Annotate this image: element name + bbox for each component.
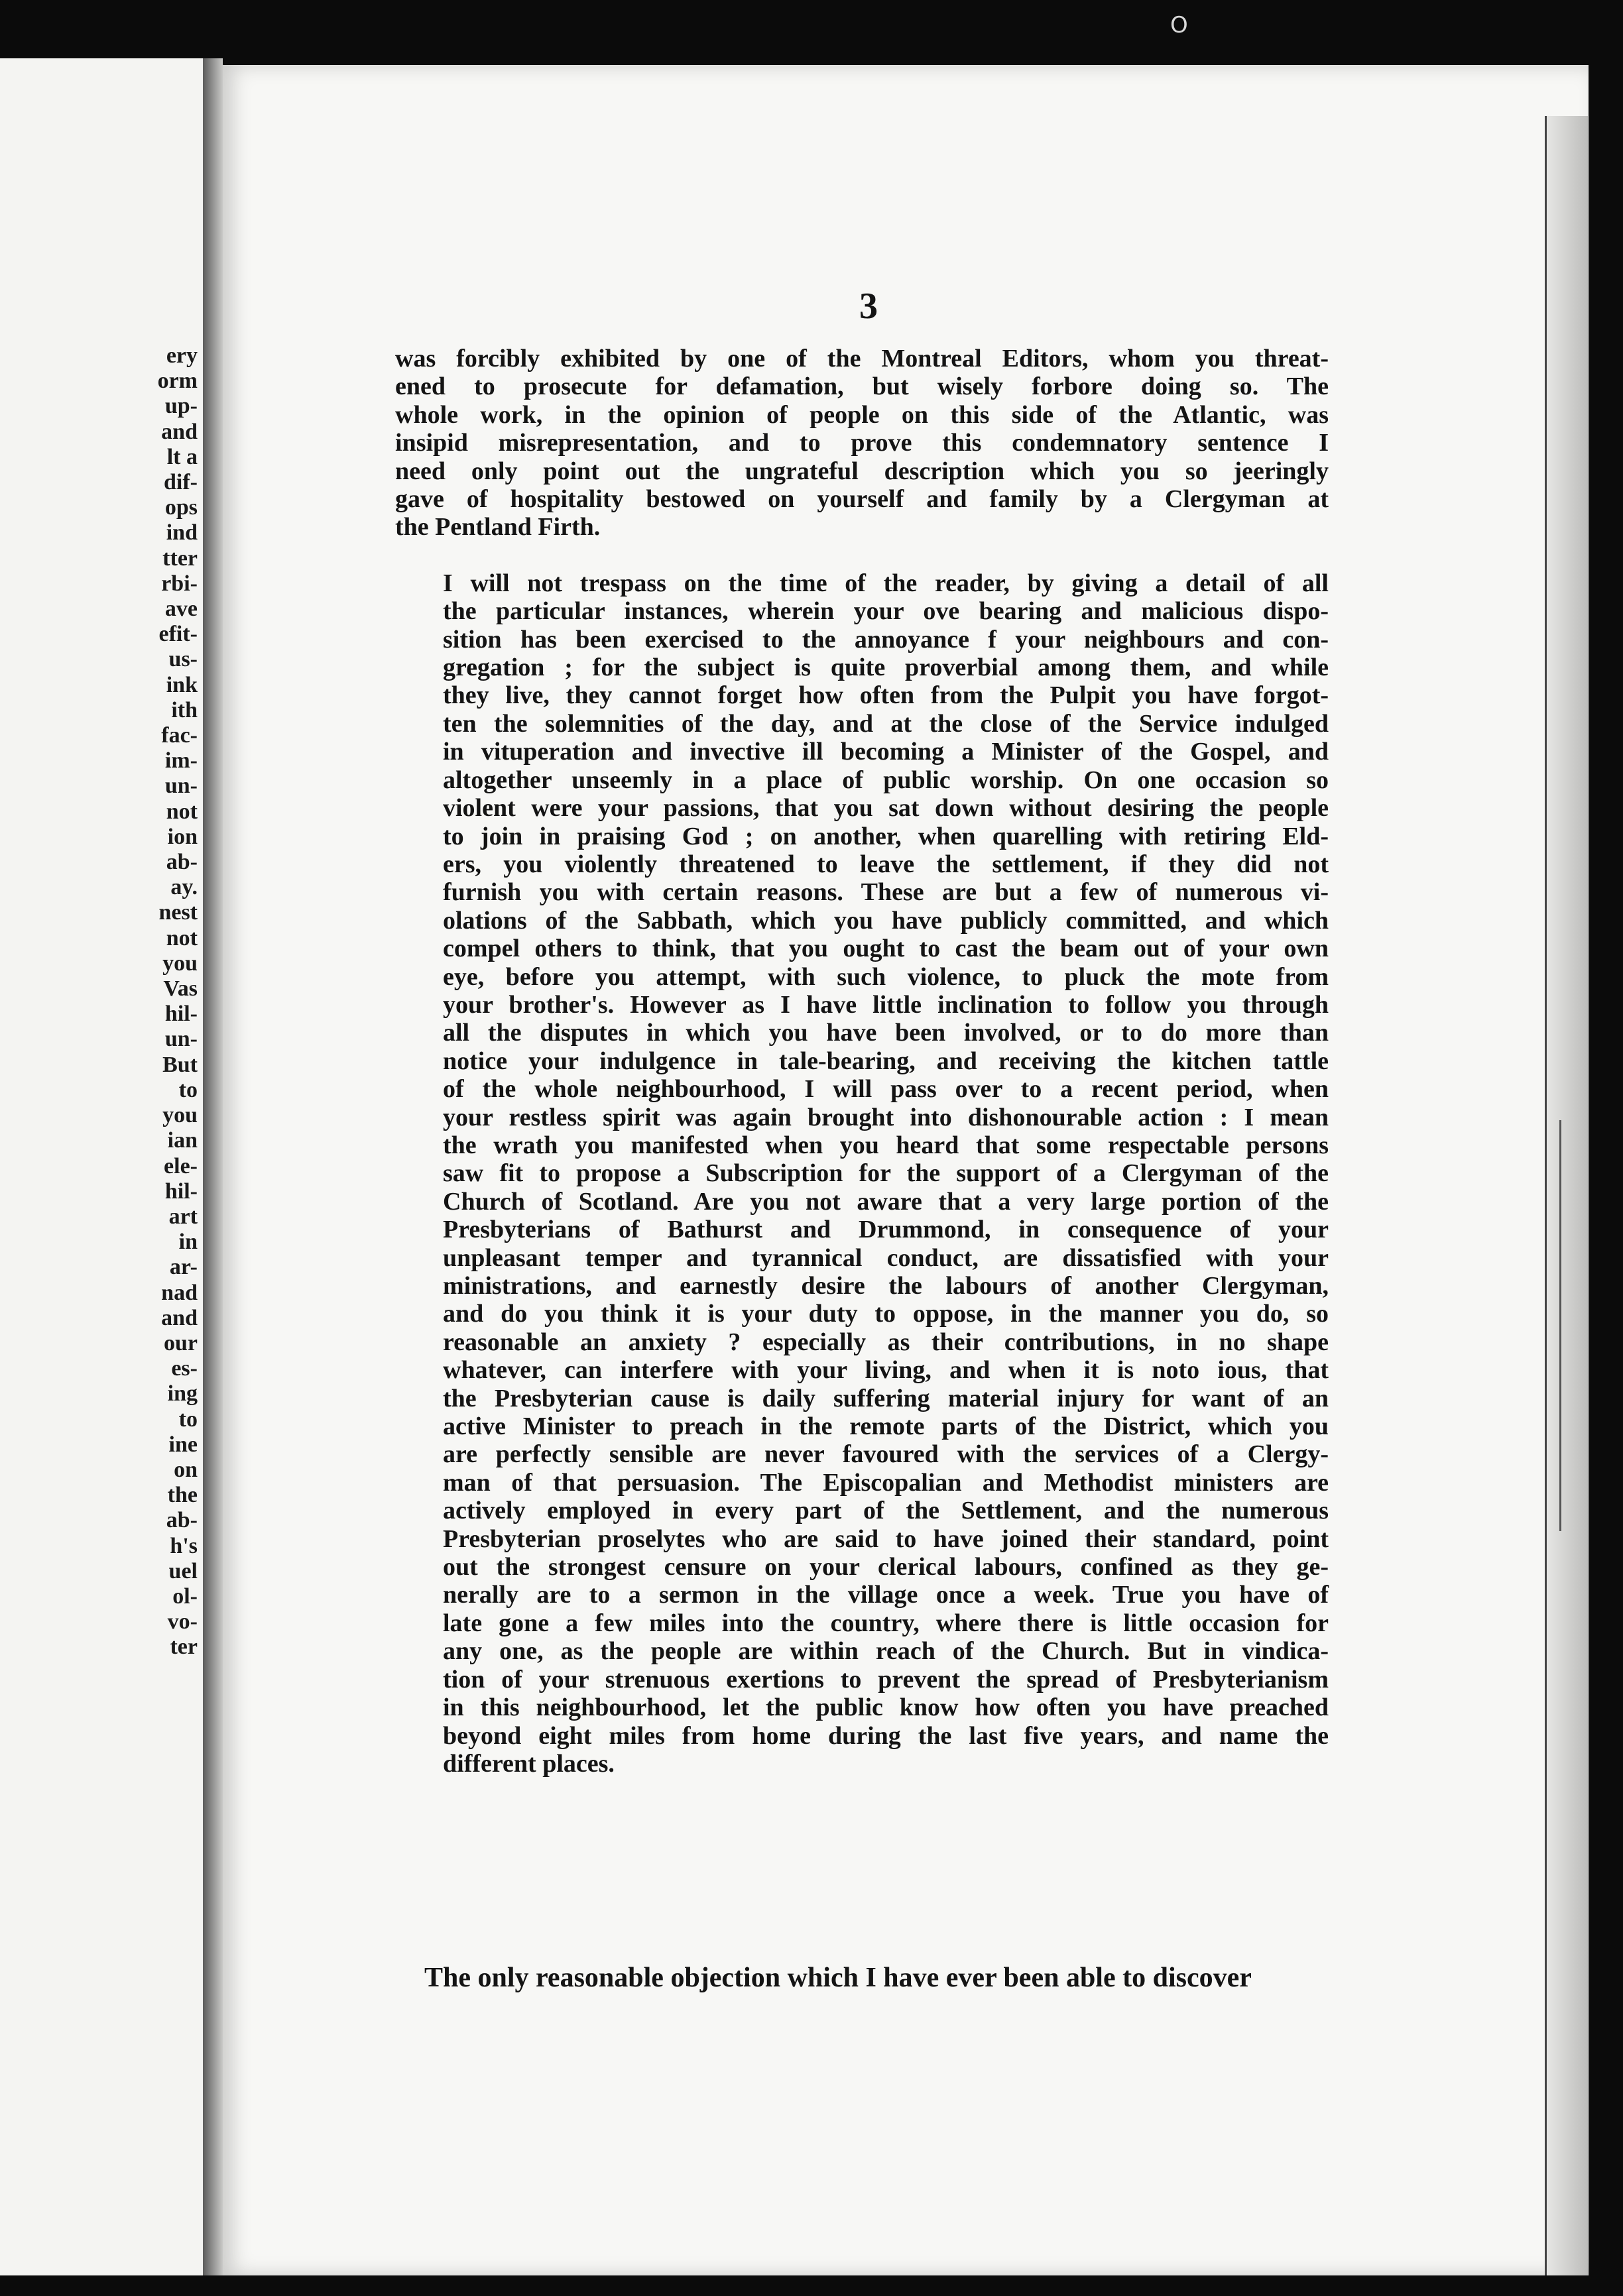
text-fragment: ol-: [172, 1583, 198, 1609]
text-line: the particular instances, wherein your ove bearing and malicious dispo-: [443, 597, 1329, 626]
text-fragment: Vas: [163, 976, 198, 1002]
text-fragment: ian: [167, 1128, 198, 1153]
text-fragment: orm: [157, 369, 198, 394]
text-line: they live, they cannot forget how often from the Pulpit you have forgot-: [443, 681, 1329, 710]
text-fragment: ink: [166, 672, 198, 697]
body-text: [395, 345, 1329, 1806]
text-line: late gone a few miles into the country, where there is little occasion for: [443, 1609, 1329, 1637]
text-fragment: ion: [167, 824, 198, 849]
text-line: are perfectly sensible are never favoured with the services of a Clergy-: [443, 1440, 1329, 1469]
text-line: saw fit to propose a Subscription for the support of a Clergyman of the: [443, 1159, 1329, 1188]
text-fragment: nad: [161, 1280, 198, 1305]
text-line: of the whole neighbourhood, I will pass over to a recent period, when: [443, 1075, 1329, 1104]
text-fragment: ing: [167, 1381, 198, 1406]
text-fragment: hil-: [164, 1002, 198, 1027]
text-line: and do you think it is your duty to oppose, in the manner you do, so: [443, 1300, 1329, 1328]
text-line: Presbyterian proselytes who are said to have joined their standard, point: [443, 1524, 1329, 1553]
text-line: Church of Scotland. Are you not aware that a very large portion of the: [443, 1187, 1329, 1216]
text-line: furnish you with certain reasons. These are but a few of numerous vi-: [443, 878, 1329, 907]
text-line: compel others to think, that you ought to cast the beam out of your own: [443, 935, 1329, 963]
text-fragment: ele-: [164, 1153, 198, 1178]
text-fragment: dif-: [164, 470, 198, 495]
text-line: sition has been exercised to the annoyance f your neighbours and con-: [443, 625, 1329, 654]
text-fragment: us-: [168, 647, 198, 672]
text-line: gave of hospitality bestowed on yourself and family by a Clergyman at: [395, 485, 1329, 514]
text-line: different places.: [443, 1749, 615, 1778]
text-line: olations of the Sabbath, which you have publicly committed, and which: [443, 906, 1329, 935]
text-line: notice your indulgence in tale-bearing, and receiving the kitchen tattle: [443, 1047, 1329, 1075]
text-fragment: h's: [170, 1533, 198, 1558]
text-fragment: vo-: [167, 1609, 198, 1635]
text-line: all the disputes in which you have been involved, or to do more than: [443, 1019, 1329, 1047]
text-fragment: But: [162, 1052, 198, 1077]
text-line: Presbyterians of Bathurst and Drummond, in consequence of your: [443, 1216, 1329, 1244]
text-fragment: im-: [164, 748, 198, 774]
text-fragment: on: [174, 1457, 198, 1482]
text-line: to join in praising God ; on another, when quarelling with retiring Eld-: [443, 822, 1329, 850]
text-fragment: ery: [166, 343, 198, 368]
text-line: out the strongest censure on your clerical labours, confined as they ge-: [443, 1553, 1329, 1581]
page-number: 3: [859, 286, 878, 327]
text-fragment: and: [161, 1305, 198, 1330]
text-fragment: not: [166, 925, 198, 950]
text-line: reasonable an anxiety ? especially as their contributions, in no shape: [443, 1328, 1329, 1356]
text-line: active Minister to preach in the remote parts of the District, which you: [443, 1412, 1329, 1441]
text-fragment: in: [178, 1230, 198, 1255]
text-fragment: you: [162, 950, 198, 976]
text-fragment: up-: [164, 394, 198, 419]
book-gutter: [203, 58, 223, 2275]
text-line: in this neighbourhood, let the public know how often you have preached: [443, 1693, 1329, 1722]
text-fragment: es-: [171, 1356, 198, 1381]
corner-mark: O: [1170, 12, 1188, 38]
text-fragment: ab-: [166, 1508, 198, 1533]
text-fragment: lt a: [166, 444, 198, 469]
text-fragment: ave: [164, 597, 198, 622]
text-line: your brother's. However as I have little inclination to follow you through: [443, 990, 1329, 1019]
text-line: eye, before you attempt, with such violence, to pluck the mote from: [443, 962, 1329, 991]
text-fragment: ter: [170, 1635, 198, 1660]
text-fragment: ar-: [169, 1255, 198, 1280]
facing-page-text-fragments: [158, 343, 198, 1660]
text-line: actively employed in every part of the Settlement, and the numerous: [443, 1497, 1329, 1525]
text-fragment: efit-: [158, 622, 198, 647]
text-fragment: un-: [164, 774, 198, 799]
text-line: ers, you violently threatened to leave the settlement, if they did not: [443, 850, 1329, 878]
text-fragment: rbi-: [161, 571, 198, 596]
text-line: violent were your passions, that you sat down without desiring the people: [443, 794, 1329, 823]
text-fragment: ab-: [166, 850, 198, 875]
text-line: beyond eight miles from home during the last five years, and name the: [443, 1721, 1329, 1750]
text-line: insipid misrepresentation, and to prove this condemnatory sentence I: [395, 429, 1329, 457]
text-line: gregation ; for the subject is quite proverbial among them, and while: [443, 654, 1329, 682]
facing-page: [0, 58, 207, 2275]
text-fragment: ine: [168, 1432, 198, 1457]
text-line: altogether unseemly in a place of public worship. On one occasion so: [443, 766, 1329, 794]
text-fragment: hil-: [164, 1178, 198, 1204]
text-line: any one, as the people are within reach of the Church. But in vindica-: [443, 1637, 1329, 1666]
text-line: ened to prosecute for defamation, but wisely forbore doing so. The: [395, 373, 1329, 401]
text-line: whatever, can interfere with your living, and when it is noto ious, that: [443, 1356, 1329, 1385]
text-line: nerally are to a sermon in the village once a week. True you have of: [443, 1581, 1329, 1609]
text-fragment: our: [164, 1330, 198, 1355]
text-line: need only point out the ungrateful description which you so jeeringly: [395, 457, 1329, 485]
continuation-line: The only reasonable objection which I have ever been able to discover: [424, 1963, 1252, 1993]
text-fragment: to: [178, 1406, 198, 1432]
text-fragment: fac-: [161, 723, 198, 748]
text-line: man of that persuasion. The Episcopalian and Methodist ministers are: [443, 1468, 1329, 1497]
text-fragment: nest: [158, 900, 198, 925]
text-fragment: tter: [162, 545, 198, 571]
text-fragment: ind: [166, 520, 198, 545]
text-line: I will not trespass on the time of the reader, by giving a detail of all: [443, 569, 1329, 597]
text-line: unpleasant temper and tyrannical conduct, are dissatisfied with your: [443, 1243, 1329, 1272]
text-fragment: you: [162, 1103, 198, 1128]
text-fragment: to: [178, 1077, 198, 1102]
text-fragment: and: [161, 419, 198, 444]
page-edge-crease: [1559, 1120, 1561, 1531]
text-fragment: uel: [168, 1558, 198, 1583]
page-edge: [1545, 116, 1588, 2275]
text-fragment: art: [168, 1204, 198, 1229]
paragraph: [395, 569, 1329, 1778]
text-line: the Presbyterian cause is daily suffering material injury for want of an: [443, 1384, 1329, 1412]
text-fragment: un-: [164, 1027, 198, 1052]
text-line: was forcibly exhibited by one of the Montreal Editors, whom you threat-: [395, 345, 1329, 373]
paragraph: [395, 345, 1329, 542]
text-line: tion of your strenuous exertions to prevent the spread of Presbyterianism: [443, 1665, 1329, 1693]
text-fragment: the: [167, 1483, 198, 1508]
text-fragment: ay.: [170, 875, 198, 900]
text-fragment: ops: [164, 495, 198, 520]
text-line: in vituperation and invective ill becoming a Minister of the Gospel, and: [443, 738, 1329, 766]
text-line: your restless spirit was again brought into dishonourable action : I mean: [443, 1103, 1329, 1131]
text-line: whole work, in the opinion of people on this side of the Atlantic, was: [395, 400, 1329, 429]
text-fragment: ith: [171, 697, 198, 722]
text-line: ministrations, and earnestly desire the labours of another Clergyman,: [443, 1272, 1329, 1300]
text-fragment: not: [166, 799, 198, 824]
text-line: ten the solemnities of the day, and at the close of the Service indulged: [443, 709, 1329, 738]
text-line: the Pentland Firth.: [395, 513, 601, 542]
text-line: the wrath you manifested when you heard that some respectable persons: [443, 1131, 1329, 1159]
